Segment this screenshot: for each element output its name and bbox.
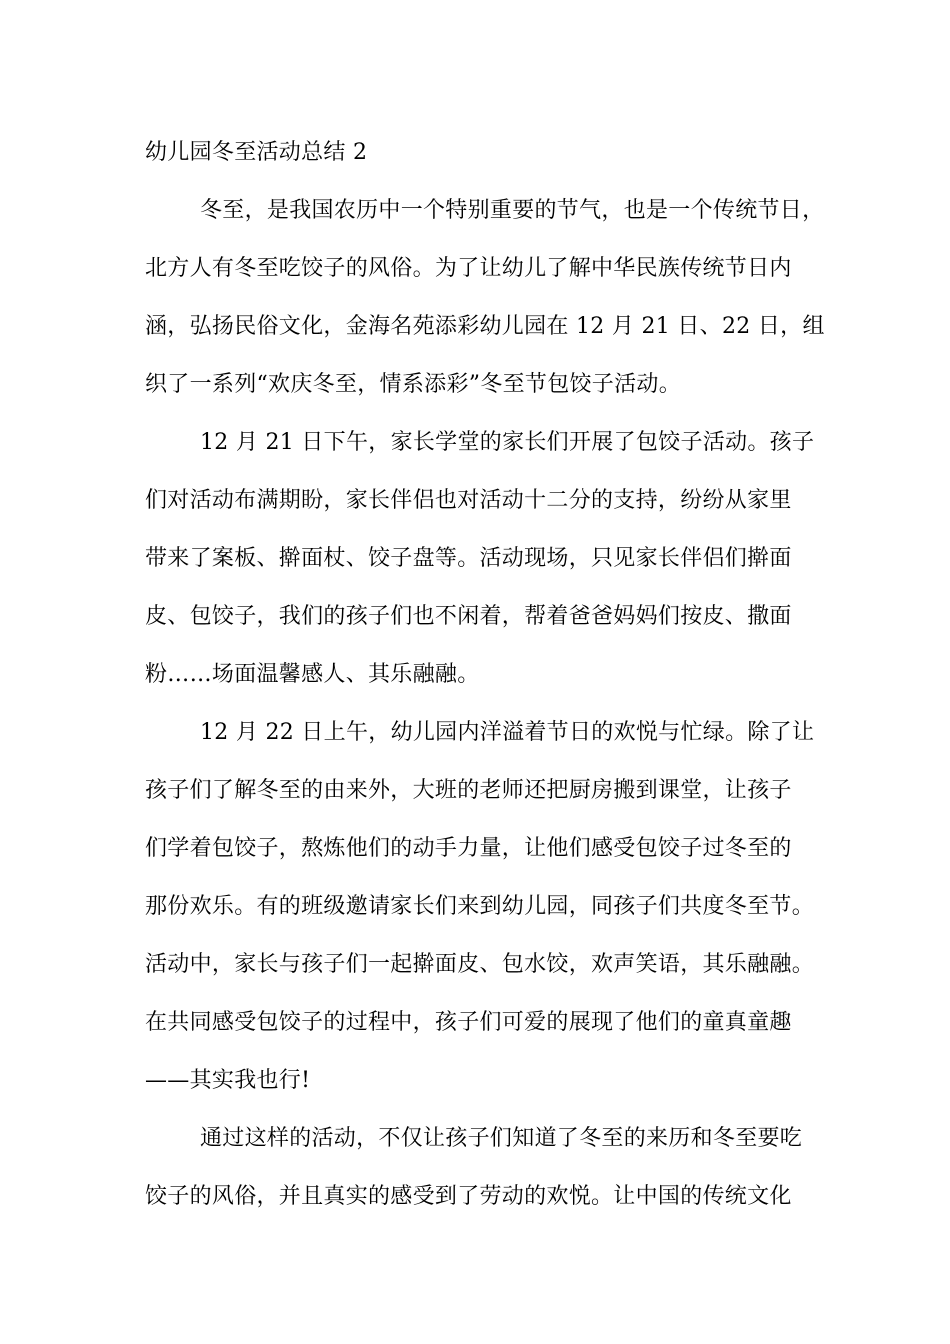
- paragraph-line: 冬至，是我国农历中一个特别重要的节气，也是一个传统节日，: [200, 198, 825, 223]
- paragraph-line: 通过这样的活动，不仅让孩子们知道了冬至的来历和冬至要吃: [200, 1126, 803, 1151]
- paragraph-line: 孩子们了解冬至的由来外，大班的老师还把厨房搬到课堂，让孩子: [145, 778, 792, 803]
- paragraph-line: 们学着包饺子，熬炼他们的动手力量，让他们感受包饺子过冬至的: [145, 836, 792, 861]
- paragraph-line: 北方人有冬至吃饺子的风俗。为了让幼儿了解中华民族传统节日内: [145, 256, 792, 281]
- paragraph-line: 活动中，家长与孩子们一起擀面皮、包水饺，欢声笑语，其乐融融。: [145, 952, 815, 977]
- paragraph-line: 在共同感受包饺子的过程中，孩子们可爱的展现了他们的童真童趣: [145, 1010, 792, 1035]
- paragraph-line: 带来了案板、擀面杖、饺子盘等。活动现场，只见家长伴侣们擀面: [145, 546, 792, 571]
- paragraph-line: 皮、包饺子，我们的孩子们也不闲着，帮着爸爸妈妈们按皮、撒面: [145, 604, 792, 629]
- paragraph-line: 12 月 21 日下午，家长学堂的家长们开展了包饺子活动。孩子: [200, 430, 815, 455]
- document-title: 幼儿园冬至活动总结 2: [145, 140, 368, 165]
- paragraph-line: 们对活动布满期盼，家长伴侣也对活动十二分的支持，纷纷从家里: [145, 488, 792, 513]
- paragraph-line: ——其实我也行!: [145, 1068, 311, 1093]
- paragraph-line: 12 月 22 日上午，幼儿园内洋溢着节日的欢悦与忙绿。除了让: [200, 720, 815, 745]
- paragraph-line: 涵，弘扬民俗文化，金海名苑添彩幼儿园在 12 月 21 日、22 日，组: [145, 314, 825, 339]
- paragraph-line: 织了一系列“欢庆冬至，情系添彩”冬至节包饺子活动。: [145, 372, 681, 397]
- paragraph-line: 粉……场面温馨感人、其乐融融。: [145, 662, 480, 687]
- paragraph-line: 饺子的风俗，并且真实的感受到了劳动的欢悦。让中国的传统文化: [145, 1184, 792, 1209]
- paragraph-line: 那份欢乐。有的班级邀请家长们来到幼儿园，同孩子们共度冬至节。: [145, 894, 815, 919]
